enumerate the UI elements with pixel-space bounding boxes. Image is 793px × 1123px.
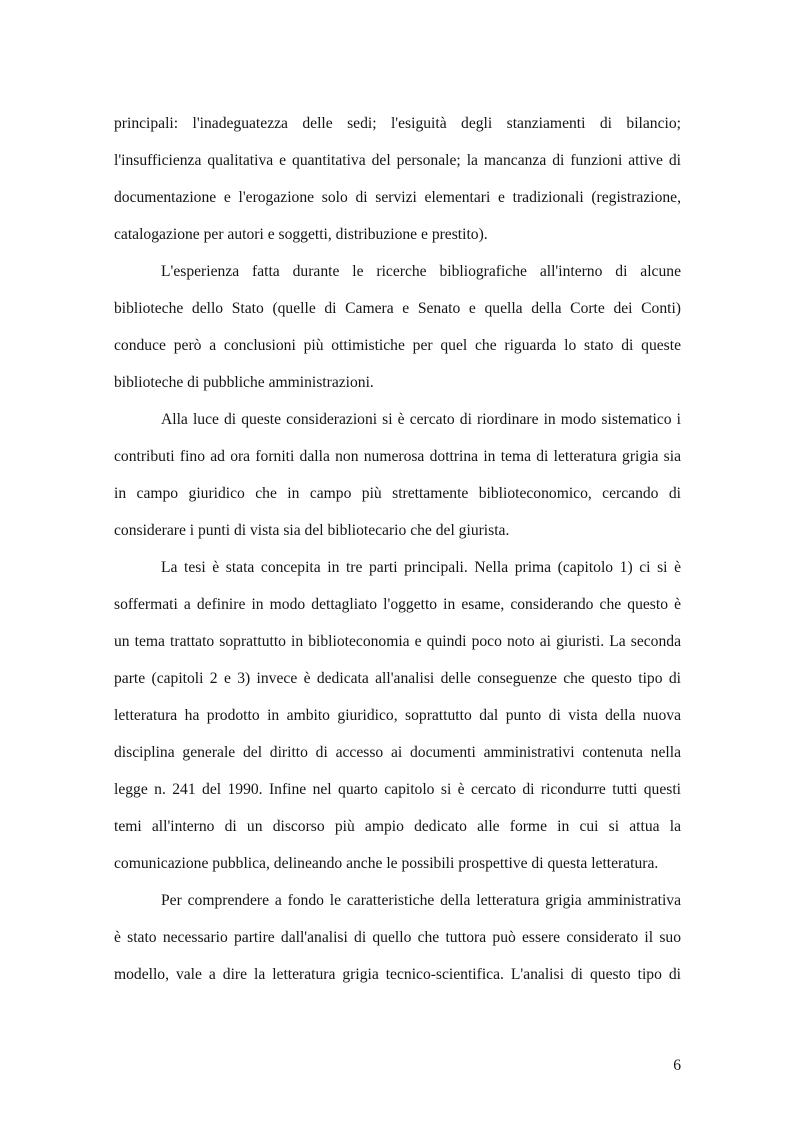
text-line: La tesi è stata concepita in tre parti principali. Nella prima (capitolo 1) ci si è (161, 559, 681, 576)
text-line: catalogazione per autori e soggetti, distribuzione e prestito). (114, 226, 488, 243)
text-line: soffermati a definire in modo dettagliato l'oggetto in esame, considerando che questo è (114, 596, 681, 613)
text-line: Alla luce di queste considerazioni si è cercato di riordinare in modo sistematico i (161, 411, 681, 428)
text-line: parte (capitoli 2 e 3) invece è dedicata all'analisi delle conseguenze che questo tipo di (114, 670, 681, 687)
page-number: 6 (673, 1057, 681, 1074)
text-line: l'insufficienza qualitativa e quantitativa del personale; la mancanza di funzioni attive di (114, 152, 681, 169)
text-line: un tema trattato soprattutto in biblioteconomia e quindi poco noto ai giuristi. La seconda (114, 633, 681, 650)
text-line: considerare i punti di vista sia del bibliotecario che del giurista. (114, 522, 510, 539)
text-line: in campo giuridico che in campo più strettamente biblioteconomico, cercando di (114, 485, 681, 502)
text-line: conduce però a conclusioni più ottimistiche per quel che riguarda lo stato di queste (114, 337, 681, 354)
text-line: principali: l'inadeguatezza delle sedi; l'esiguità degli stanziamenti di bilancio; (114, 115, 681, 132)
text-line: temi all'interno di un discorso più ampio dedicato alle forme in cui si attua la (114, 818, 681, 835)
text-line: biblioteche di pubbliche amministrazioni. (114, 374, 374, 391)
text-line: comunicazione pubblica, delineando anche le possibili prospettive di questa letteratura. (114, 855, 659, 872)
text-line: Per comprendere a fondo le caratteristiche della letteratura grigia amministrativa (161, 892, 681, 909)
text-line: è stato necessario partire dall'analisi di quello che tuttora può essere considerato il suo (114, 929, 681, 946)
text-line: contributi fino ad ora forniti dalla non numerosa dottrina in tema di letteratura grigia sia (114, 448, 681, 465)
text-line: letteratura ha prodotto in ambito giuridico, soprattutto dal punto di vista della nuova (114, 707, 681, 724)
text-line: legge n. 241 del 1990. Infine nel quarto capitolo si è cercato di ricondurre tutti questi (114, 781, 681, 798)
text-line: L'esperienza fatta durante le ricerche bibliografiche all'interno di alcune (161, 263, 681, 280)
text-line: disciplina generale del diritto di accesso ai documenti amministrativi contenuta nella (114, 744, 681, 761)
text-line: modello, vale a dire la letteratura grigia tecnico-scientifica. L'analisi di questo tipo di (114, 966, 681, 983)
text-line: documentazione e l'erogazione solo di servizi elementari e tradizionali (registrazione, (114, 189, 681, 206)
text-line: biblioteche dello Stato (quelle di Camera e Senato e quella della Corte dei Conti) (114, 300, 681, 317)
